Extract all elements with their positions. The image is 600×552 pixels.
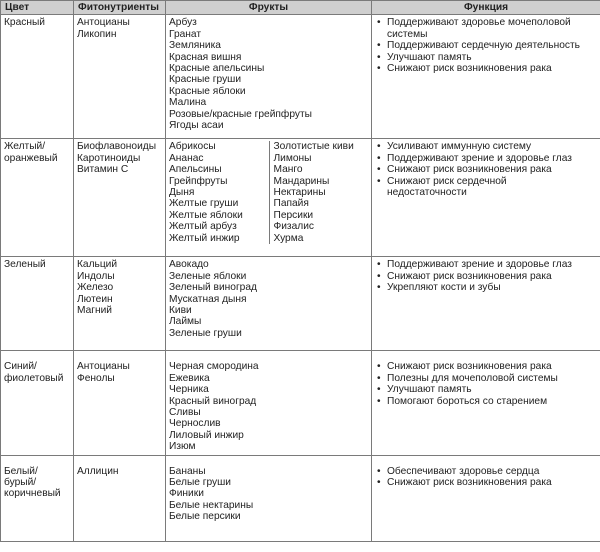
fruit-item: Нектарины xyxy=(273,187,326,199)
function-list xyxy=(375,17,597,74)
fruit-item: Чернослив xyxy=(169,418,221,430)
color-cell xyxy=(1,257,74,351)
fruit-item: Розовые/красные грейпфруты xyxy=(169,108,312,120)
fruit-item: Желтые груши xyxy=(169,198,239,210)
header-color: Цвет xyxy=(1,1,74,15)
fruit-item: Грейпфруты xyxy=(169,175,228,187)
fruit-item: Белые персики xyxy=(169,511,241,523)
function-item: • Снижают риск возникновения рака xyxy=(375,361,597,372)
function-cell xyxy=(372,455,600,541)
phyto-cell xyxy=(74,139,166,257)
phyto-cell xyxy=(74,15,166,139)
function-item: • Улучшают память xyxy=(375,384,597,395)
color-text: Синий/ xyxy=(4,361,37,373)
color-text: Белый/ xyxy=(4,465,38,477)
function-cell xyxy=(372,257,600,351)
function-item: • Поддерживают сердечную деятельность xyxy=(375,40,597,51)
fruits-column-a xyxy=(169,141,269,244)
fruits-cell xyxy=(166,257,372,351)
fruit-item: Желтые яблоки xyxy=(169,209,243,221)
color-text: оранжевый xyxy=(4,152,58,164)
fruit-item: Лаймы xyxy=(169,316,202,328)
phyto-cell xyxy=(74,351,166,455)
function-item: • Обеспечивают здоровье сердца xyxy=(375,466,597,477)
fruit-item: Манго xyxy=(273,164,303,176)
color-text: Желтый/ xyxy=(4,141,46,153)
function-item: • Поддерживают зрение и здоровье глаз xyxy=(375,153,597,164)
fruits-cell xyxy=(166,455,372,541)
phyto-item: Фенолы xyxy=(77,372,115,384)
fruit-item: Апельсины xyxy=(169,164,222,176)
function-list xyxy=(375,141,597,198)
function-item: • Снижают риск возникновения рака xyxy=(375,164,597,175)
phyto-item: Железо xyxy=(77,282,114,294)
function-list xyxy=(375,361,597,407)
table-row xyxy=(1,257,600,351)
fruits-cell xyxy=(166,15,372,139)
table-row xyxy=(1,139,600,257)
phyto-item: Индолы xyxy=(77,270,115,282)
fruit-item: Папайя xyxy=(273,198,309,210)
phyto-item: Ликопин xyxy=(77,28,117,40)
color-text: фиолетовый xyxy=(4,372,64,384)
fruit-item: Изюм xyxy=(169,441,196,453)
table-row xyxy=(1,15,600,139)
fruit-item: Малина xyxy=(169,97,207,109)
function-list xyxy=(375,466,597,489)
fruit-item: Красный виноград xyxy=(169,395,257,407)
color-cell xyxy=(1,455,74,541)
function-item: • Снижают риск сердечной недостаточности xyxy=(375,176,597,199)
fruit-item: Желтый арбуз xyxy=(169,221,237,233)
fruit-item: Зеленый виноград xyxy=(169,282,257,294)
fruit-item: Зеленые груши xyxy=(169,327,242,339)
function-item: • Помогают бороться со старением xyxy=(375,396,597,407)
phyto-item: Лютеин xyxy=(77,293,113,305)
fruit-item: Лиловый инжир xyxy=(169,429,244,441)
header-function: Функция xyxy=(372,1,600,15)
fruit-item: Белые груши xyxy=(169,477,231,489)
function-item: • Усиливают иммунную систему xyxy=(375,141,597,152)
phyto-cell xyxy=(74,257,166,351)
color-text: коричневый xyxy=(4,488,61,500)
table-row xyxy=(1,351,600,455)
function-item: • Снижают риск возникновения рака xyxy=(375,477,597,488)
fruit-item: Земляника xyxy=(169,40,221,52)
fruits-cell xyxy=(166,351,372,455)
color-text: бурый/ xyxy=(4,477,37,489)
function-item: • Поддерживают здоровье мочеполовой системы xyxy=(375,17,597,40)
phyto-item: Антоцианы xyxy=(77,361,130,373)
fruit-item: Арбуз xyxy=(169,17,197,29)
fruit-item: Персики xyxy=(273,209,314,221)
header-fruits: Фрукты xyxy=(166,1,372,15)
phyto-item: Кальций xyxy=(77,259,118,271)
fruit-item: Зеленые яблоки xyxy=(169,270,247,282)
fruit-item: Дыня xyxy=(169,187,195,199)
fruit-item: Физалис xyxy=(273,221,315,233)
fruit-item: Белые нектарины xyxy=(169,499,254,511)
fruit-item: Красные груши xyxy=(169,74,242,86)
fruit-item: Ежевика xyxy=(169,372,210,384)
phyto-item: Антоцианы xyxy=(77,17,130,29)
fruit-item: Ягоды асаи xyxy=(169,120,224,132)
fruit-item: Хурма xyxy=(273,232,304,244)
fruit-item: Красные апельсины xyxy=(169,63,265,75)
phyto-item: Биофлавоноиды xyxy=(77,141,157,153)
function-item: • Снижают риск возникновения рака xyxy=(375,271,597,282)
color-cell xyxy=(1,15,74,139)
function-cell xyxy=(372,139,600,257)
phyto-item: Магний xyxy=(77,305,112,317)
function-item: • Снижают риск возникновения рака xyxy=(375,63,597,74)
fruit-item: Золотистые киви xyxy=(273,141,354,153)
color-text: Зеленый xyxy=(4,259,46,271)
phyto-item: Витамин С xyxy=(77,164,129,176)
phyto-cell xyxy=(74,455,166,541)
fruits-cell xyxy=(166,139,372,257)
fruit-item: Красная вишня xyxy=(169,51,242,63)
color-cell xyxy=(1,351,74,455)
fruit-item: Сливы xyxy=(169,407,201,419)
fruit-item: Лимоны xyxy=(273,152,312,164)
fruit-item: Красные яблоки xyxy=(169,85,246,97)
header-phytonutrients: Фитонутриенты xyxy=(74,1,166,15)
table-row xyxy=(1,455,600,541)
fruits-column-b xyxy=(269,141,368,244)
fruit-item: Гранат xyxy=(169,28,202,40)
function-item: • Полезны для мочеполовой системы xyxy=(375,373,597,384)
function-list xyxy=(375,259,597,293)
fruit-item: Ананас xyxy=(169,152,204,164)
color-cell xyxy=(1,139,74,257)
function-item: • Поддерживают зрение и здоровье глаз xyxy=(375,259,597,270)
header-row xyxy=(1,1,600,15)
phyto-item: Аллицин xyxy=(77,465,119,477)
function-cell xyxy=(372,351,600,455)
fruit-item: Финики xyxy=(169,488,204,500)
phyto-item: Каротиноиды xyxy=(77,152,141,164)
fruit-item: Бананы xyxy=(169,465,206,477)
color-text: Красный xyxy=(4,17,45,29)
function-cell xyxy=(372,15,600,139)
fruit-item: Авокадо xyxy=(169,259,209,271)
fruit-item: Мускатная дыня xyxy=(169,293,247,305)
fruit-item: Черника xyxy=(169,384,209,396)
fruit-item: Желтый инжир xyxy=(169,232,240,244)
fruit-item: Мандарины xyxy=(273,175,330,187)
fruit-item: Черная смородина xyxy=(169,361,259,373)
fruit-item: Киви xyxy=(169,305,192,317)
function-item: • Улучшают память xyxy=(375,52,597,63)
fruit-item: Абрикосы xyxy=(169,141,216,153)
fruits-split-table xyxy=(169,141,368,244)
function-item: • Укрепляют кости и зубы xyxy=(375,282,597,293)
